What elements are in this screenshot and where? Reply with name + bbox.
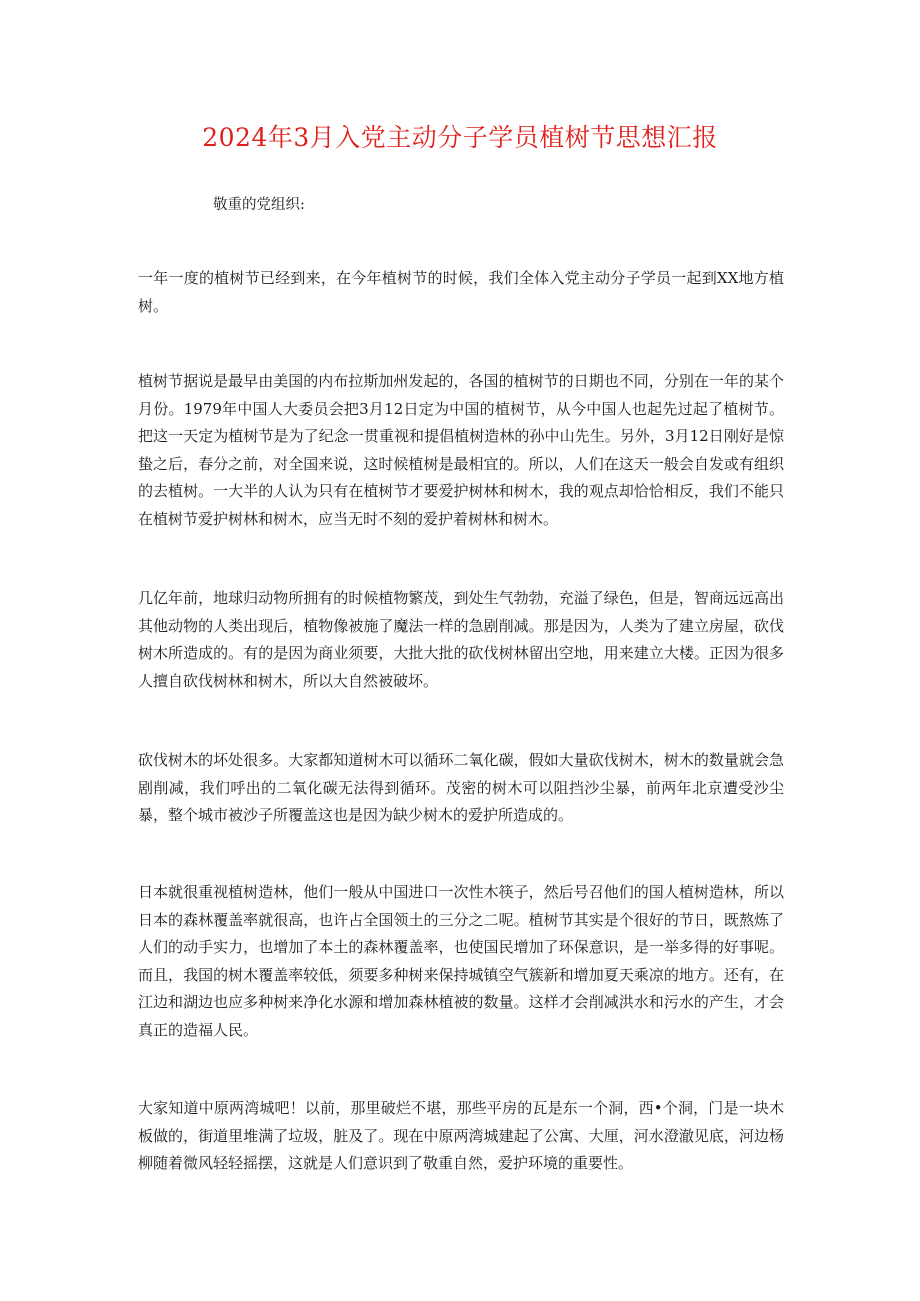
paragraph-1: 一年一度的植树节已经到来，在今年植树节的时候，我们全体入党主动分子学员一起到XX地方植树。 [138,269,784,315]
paragraph-6: 大家知道中原两湾城吧！以前，那里破烂不堪，那些平房的瓦是东一个洞，西•个洞，门是一块木板做的，街道里堆满了垃圾，脏及了。现在中原两湾城建起了公寓、大厘，河水澄澈见底，河边杨柳随着微风轻轻摇摆，这就是人们意识到了敬重自然，爱护环境的重要性。 [138,1099,784,1172]
document-title: 2024年3月入党主动分子学员植树节思想汇报 [202,123,718,152]
paragraph-5: 日本就很重视植树造林，他们一般从中国进口一次性木筷子，然后号召他们的国人植树造林，所以日本的森林覆盖率就很高，也许占全国领土的三分之二呢。植树节其实是个很好的节日，既熬炼了人们的动手实力，也增加了本土的森林覆盖率，也使国民增加了环保意识，是一举多得的好事呢。而且，我国的树木覆盖率较低，须要多种树来保持城镇空气簇新和增加夏天乘凉的地方。还有，在江边和湖边也应多种树来净化水源和增加森林植被的数量。这样才会削减洪水和污水的产生，才会真正的造福人民。 [138,883,784,1039]
salutation: 敬重的党组织: [213,197,305,213]
paragraph-3: 几亿年前，地球归动物所拥有的时候植物繁茂，到处生气勃勃，充溢了绿色，但是，智商远远高出其他动物的人类出现后，植物像被施了魔法一样的急剧削减。那是因为，人类为了建立房屋，砍伐树木所造成的。有的是因为商业须要，大批大批的砍伐树林留出空地，用来建立大楼。正因为很多人擅自砍伐树林和树木，所以大自然被破坏。 [138,589,784,690]
paragraph-4: 砍伐树木的坏处很多。大家都知道树木可以循环二氧化碳，假如大量砍伐树木，树木的数量就会急剧削减，我们呼出的二氧化碳无法得到循环。茂密的树木可以阻挡沙尘暴，前两年北京遭受沙尘暴，整个城市被沙子所覆盖这也是因为缺少树木的爱护所造成的。 [138,751,784,824]
paragraph-2: 植树节据说是最早由美国的内布拉斯加州发起的，各国的植树节的日期也不同，分别在一年的某个月份。1979年中国人大委员会把3月12日定为中国的植树节，从今中国人也起先过起了植树节。把这一天定为植树节是为了纪念一贯重视和提倡植树造林的孙中山先生。另外，3月12日刚好是惊蛰之后，春分之前，对全国来说，这时候植树是最相宜的。所以，人们在这天一般会自发或有组织的去植树。一大半的人认为只有在植树节才要爱护树林和树木，我的观点却恰恰相反，我们不能只在植树节爱护树林和树木，应当无时不刻的爱护着树林和树木。 [138,372,784,528]
